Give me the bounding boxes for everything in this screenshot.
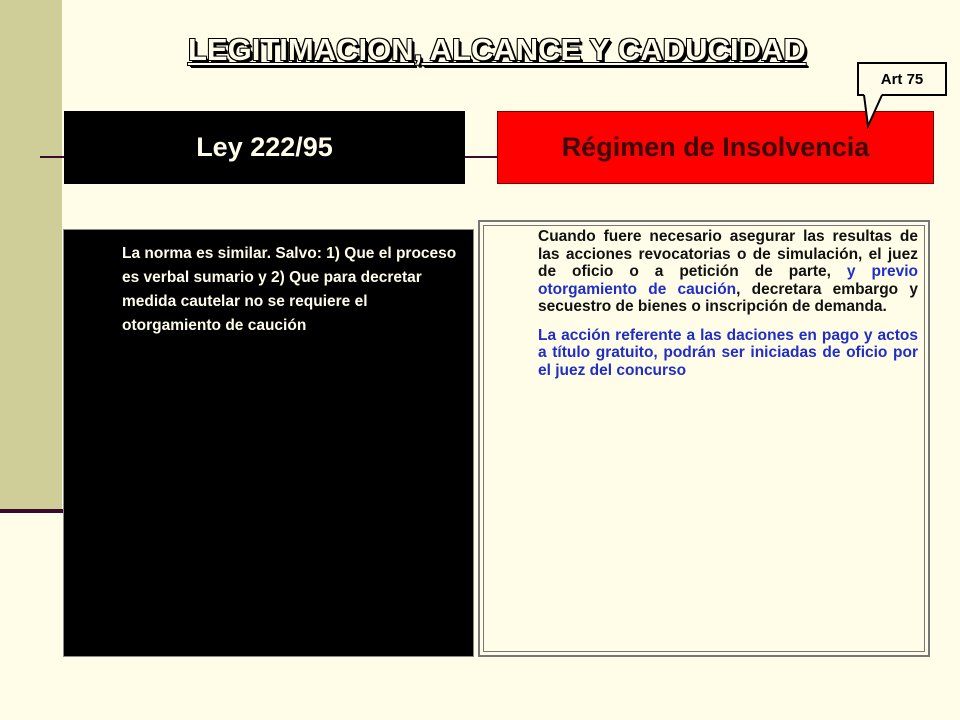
ley-222-header: Ley 222/95 [64, 111, 465, 184]
header-rule-middle [464, 156, 498, 158]
regimen-insolvencia-label: Régimen de Insolvencia [561, 132, 870, 162]
paragraph-1-part-c: , decretara embargo y secuestro de bienes o inscripción de demanda. [538, 280, 918, 315]
slide-title: LEGITIMACION, ALCANCE Y CADUCIDAD [188, 32, 806, 67]
paragraph-1-part-a: Cuando fuere necesario asegurar las resultas de las acciones revocatorias o de simulación, el juez de oficio o a petición de parte, [538, 228, 918, 280]
ley-222-panel [63, 229, 474, 657]
paragraph-1-highlight: y previo otorgamiento de caución [538, 263, 918, 298]
left-decorative-band [0, 0, 62, 511]
callout-tail [860, 94, 890, 130]
left-band-underline [0, 509, 64, 513]
insolvencia-paragraph-1 [538, 228, 918, 316]
header-rule-left [40, 156, 66, 158]
ley-222-text: La norma es similar. Salvo: 1) Que el proceso es verbal sumario y 2) Que para decretar medida cautelar no se requiere el otorgamiento de caución [122, 245, 457, 334]
article-callout [857, 62, 947, 96]
article-callout-label: Art 75 [880, 70, 924, 88]
insolvencia-paragraph-2: La acción referente a las daciones en pago y actos a título gratuito, podrán ser iniciadas de oficio por el juez del concurso [538, 326, 918, 379]
insolvencia-panel [478, 220, 930, 657]
insolvencia-text [538, 228, 918, 390]
